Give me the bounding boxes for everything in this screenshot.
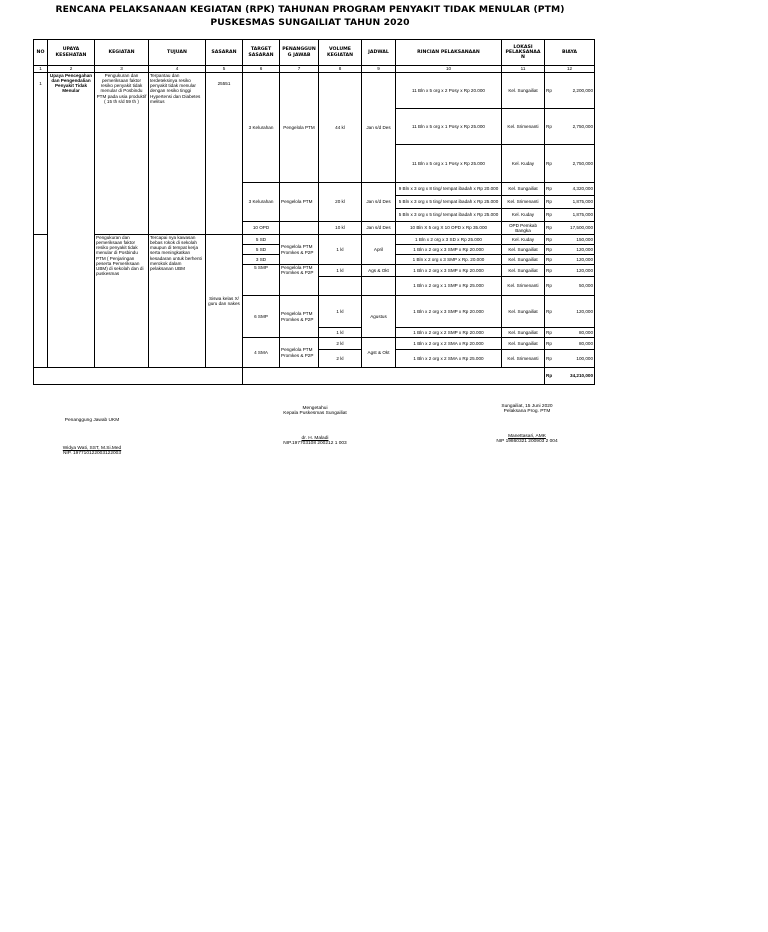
col-num: 12 [545,66,595,73]
penanggung-jawab: Pengelola PTM Promkes & P2P [280,235,319,265]
lokasi: Kel. Sungailiat [502,183,545,196]
col-num: 4 [149,66,206,73]
jadwal: Jan s/d Des [362,183,396,222]
signature-left [52,418,132,456]
document-title: RENCANA PELAKSANAAN KEGIATAN (RPK) TAHUNAN PROGRAM PENYAKIT TIDAK MENULAR (PTM) [55,4,565,15]
jadwal: Jan s/d Des [362,222,396,235]
biaya: 1,875,000 [555,209,595,222]
rincian: 1 Bln x 2 org x 3 SMP x Rp 20.000 [396,265,502,277]
currency: Rp [545,296,555,328]
jadwal: Agustus [362,296,396,338]
penanggung-jawab: Pengelola PTM Promkes & P2P [280,265,319,296]
rincian: 5 Bln x 3 org x 5 ting/ tempat ibadah x Rp 25.000 [396,196,502,209]
target-sasaran: 3 SD [243,255,280,265]
currency: Rp [545,235,555,245]
col-num: 8 [319,66,362,73]
jadwal [362,277,396,296]
column-number-row [34,66,595,73]
col-num: 3 [95,66,149,73]
lokasi: Kel. Sungailiat [502,73,545,109]
biaya: 4,320,000 [555,183,595,196]
volume-kegiatan [319,277,362,296]
currency: Rp [545,183,555,196]
target-sasaran: 5 SD [243,235,280,245]
jadwal: Jan s/d Des [362,73,396,183]
tujuan-text: Terpantau dan terdeteksinya resiko penyakit tidak menular dengan resiko tinggi Hypertensi dan Diabetes melitus [149,73,206,235]
header-kegiatan: KEGIATAN [95,40,149,66]
header-rincian: RINCIAN PELAKSANAAN [396,40,502,66]
target-sasaran: 5 SD [243,245,280,255]
header-target: TARGET SASARAN [243,40,280,66]
currency: Rp [545,109,555,145]
col-num: 11 [502,66,545,73]
signature-right [482,404,572,444]
lokasi: Kel. Sungailiat [502,265,545,277]
sasaran-value: 25551 [206,73,243,235]
header-upaya: UPAYA KESEHATAN [48,40,95,66]
col-num: 2 [48,66,95,73]
lokasi: Kel. Srimenanti [502,196,545,209]
signature-name: dr. H. Maladi [301,436,329,441]
currency: Rp [545,145,555,183]
sasaran-value: Siswa kelas X/ guru dan nakes [206,235,243,368]
target-sasaran: 4 SMA [243,338,280,368]
biaya: 50,000 [555,277,595,296]
biaya: 2,750,000 [555,145,595,183]
total-amount: 34,210,000 [555,368,595,385]
total-row [34,368,595,385]
rincian: 11 Bln x 5 org x 1 Posy x Rp 25.000 [396,109,502,145]
rincian: 1 Bln x 2 org x 3 SMP x Rp 20.000 [396,245,502,255]
penanggung-jawab: Pengelola PTM Promkes & P2P [280,296,319,338]
volume-kegiatan: 1 kl [319,235,362,265]
biaya: 150,000 [555,235,595,245]
jadwal: Agst & Okt [362,338,396,368]
target-sasaran: 6 SMP [243,296,280,338]
signature-date: Sungailiat, 15 Juni 2020 [501,404,553,409]
currency: Rp [545,265,555,277]
lokasi: OPD Pemkab Bangka [502,222,545,235]
header-jadwal: JADWAL [362,40,396,66]
col-num: 5 [206,66,243,73]
volume-kegiatan: 10 kl [319,222,362,235]
lokasi: Kel. Srimenanti [502,109,545,145]
kegiatan-text: Pengukuran dan pemeriksaan faktor resiko penyakit tidak menular di Posbindu PTM ( Penjaringan peserta Pemeriksaan UBM) di sekolah dan di puskesmas [95,235,149,368]
lokasi: Kel. Sungailiat [502,255,545,265]
currency: Rp [545,350,555,368]
header-pj: PENANGGUN G JAWAB [280,40,319,66]
volume-kegiatan: 44 kl [319,73,362,183]
currency: Rp [545,328,555,338]
currency: Rp [545,73,555,109]
header-no: NO [34,40,48,66]
biaya: 2,200,000 [555,73,595,109]
volume-kegiatan: 1 kl [319,296,362,328]
currency: Rp [545,277,555,296]
biaya: 80,000 [555,338,595,350]
penanggung-jawab: Pengelola PTM Promkes & P2P [280,338,319,368]
table-row [34,73,595,109]
document-subtitle: PUSKESMAS SUNGAILIAT TAHUN 2020 [210,17,410,28]
volume-kegiatan: 2 kl [319,338,362,350]
total-currency: Rp [545,368,555,385]
lokasi: Kel. Kuday [502,235,545,245]
jadwal: Ags & Okt [362,265,396,277]
lokasi: Kel. Sungailiat [502,338,545,350]
tujuan-text: Tercapai nya kawasan bebas rokok di sekolah maupun di tempat kerja serta meningkatkan kesadaran untuk berhenti merokok dalam pelaksanan UBM [149,235,206,368]
rincian: 1 Bln x 2 org x 3 SMP x Rp 20.000 [396,296,502,328]
row-number-empty [34,235,48,368]
signature-nip: NIP. 197710122003122003 [62,451,122,456]
rincian: 10 Bln X 5 org X 10 OPD x Rp 35.000 [396,222,502,235]
header-biaya: BIAYA [545,40,595,66]
col-num: 1 [34,66,48,73]
rincian: 1 Bln x 2 org x 1 SMP x Rp 25.000 [396,277,502,296]
lokasi: Kel. Sungailiat [502,328,545,338]
header-lokasi: LOKASI PELAKSANAA N [502,40,545,66]
header-sasaran: SASARAN [206,40,243,66]
header-row [34,40,595,66]
signature-name: Manettasari, AMK [508,434,546,439]
rincian: 9 Bln x 3 org x 8 ting/ tempat ibadah x Rp 20.000 [396,183,502,196]
currency: Rp [545,255,555,265]
target-sasaran: 5 SMP [243,265,280,296]
biaya: 120,000 [555,265,595,277]
jadwal: April [362,235,396,265]
lokasi: Kel. Kuday [502,209,545,222]
lokasi: Kel. Sungailiat [502,245,545,255]
signature-nip: NIP 19860321 200903 2 004 [496,439,558,444]
biaya: 1,875,000 [555,196,595,209]
row-number: 1 [34,73,48,235]
total-spacer [243,368,545,385]
rincian: 11 Bln x 5 org x 2 Posy x Rp 20.000 [396,73,502,109]
biaya: 80,000 [555,328,595,338]
penanggung-jawab: Pengelola PTM [280,183,319,222]
volume-kegiatan: 20 kl [319,183,362,222]
currency: Rp [545,209,555,222]
lokasi: Kel. Srimenanti [502,277,545,296]
volume-kegiatan: 1 kl [319,265,362,277]
lokasi: Kel. Sungailiat [502,296,545,328]
kegiatan-text: Pengukuran dan pemeriksaan faktor resiko penyakit tidak menular di Posbindu PTM pada usia produktif ( 15 th s/d 59 th ) [95,73,149,235]
biaya: 120,000 [555,296,595,328]
signature-role: Kepala Puskesmas Sungailiat [283,411,347,416]
signature-role: Penanggung Jawab UKM [64,418,120,423]
upaya-kesehatan: Upaya Pencegahan dan Pengendalian Penyakit Tidak Menular [48,73,95,368]
rincian: 1 Bln x 2 org x 2 SMA x Rp 20.000 [396,338,502,350]
signature-role: Pelaksana Prog. PTM [503,409,551,414]
rpk-table [33,39,595,385]
currency: Rp [545,245,555,255]
rincian: 1 Bln x 2 org x 2 SMA x Rp 25.000 [396,350,502,368]
target-sasaran: 3 Kelurahan [243,73,280,183]
target-sasaran: 3 Kelurahan [243,183,280,222]
lokasi: Kel. Srimenanti [502,350,545,368]
volume-kegiatan: 1 kl [319,328,362,338]
rincian: 11 Bln x 5 org x 1 Posy x Rp 25.000 [396,145,502,183]
signature-nip: NIP.197703108 200212 1 003 [283,441,347,446]
rincian: 5 Bln x 3 org x 5 ting/ tempat ibadah x Rp 25.000 [396,209,502,222]
volume-kegiatan: 2 kl [319,350,362,368]
currency: Rp [545,338,555,350]
signature-heading: Mengetahui [302,406,328,411]
penanggung-jawab [280,222,319,235]
header-volume: VOLUME KEGIATAN [319,40,362,66]
table-row [34,235,595,245]
rincian: 1 Bln x 2 org x 3 SD x Rp 25.000 [396,235,502,245]
col-num: 7 [280,66,319,73]
col-num: 10 [396,66,502,73]
target-sasaran: 10 OPD [243,222,280,235]
currency: Rp [545,196,555,209]
biaya: 100,000 [555,350,595,368]
total-spacer [34,368,243,385]
rincian: 1 Bln x 2 org x 2 SMP x Rp 20.000 [396,328,502,338]
col-num: 9 [362,66,396,73]
biaya: 120,000 [555,255,595,265]
rincian: 1 Bln x 2 org x 3 SMP x Rp. 20.000 [396,255,502,265]
signature-middle [270,406,360,446]
col-num: 6 [243,66,280,73]
currency: Rp [545,222,555,235]
lokasi: Kel. Kuday [502,145,545,183]
biaya: 120,000 [555,245,595,255]
biaya: 17,500,000 [555,222,595,235]
header-tujuan: TUJUAN [149,40,206,66]
penanggung-jawab: Pengelola PTM [280,73,319,183]
signature-name: Widya Wati, SST, M.Si.Med [62,446,122,451]
biaya: 2,750,000 [555,109,595,145]
